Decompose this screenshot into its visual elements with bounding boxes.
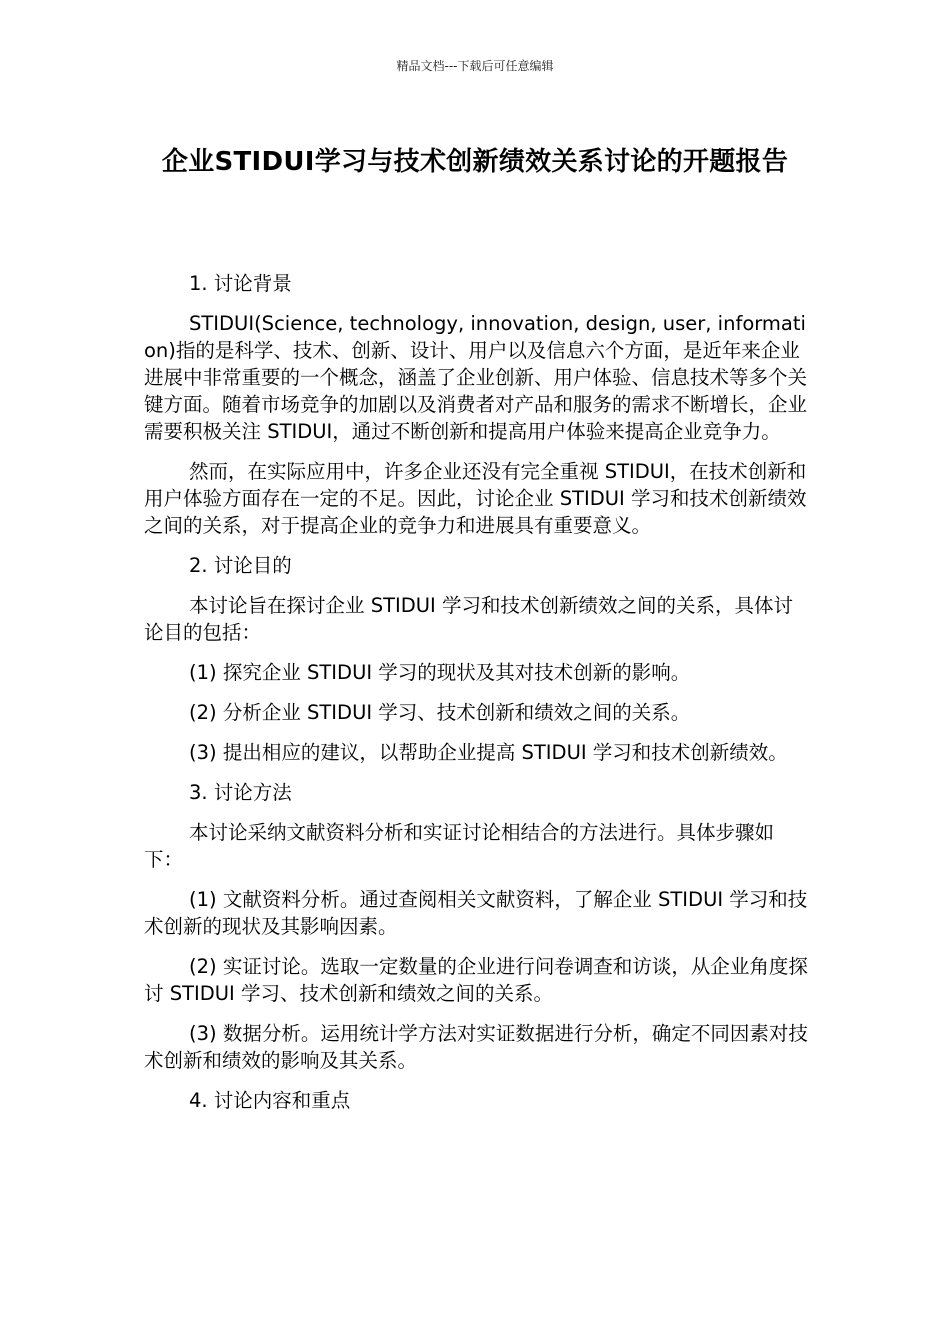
section-2-item-2: (2) 分析企业 STIDUI 学习、技术创新和绩效之间的关系。 — [189, 701, 691, 724]
section-1-paragraph-1: STIDUI(Science, technology, innovation, design, user, information)指的是科学、技术、创新、设计、用户以及信息六个方面，是近年来企业进展中非常重要的一个概念，涵盖了企业创新、用户体验、信息技术等多个关键方面。随着市场竞争的加剧以及消费者对产品和服务的需求不断增长，企业需要积极关注 STIDUI，通过不断创新和提高用户体验来提高企业竞争力。 — [144, 312, 808, 443]
section-3-item-2: (2) 实证讨论。选取一定数量的企业进行问卷调查和访谈，从企业角度探讨 STIDUI 学习、技术创新和绩效之间的关系。 — [144, 955, 808, 1005]
header-note: 精品文档---下载后可任意编辑 — [396, 59, 554, 73]
section-3-item-1: (1) 文献资料分析。通过查阅相关文献资料，了解企业 STIDUI 学习和技术创新的现状及其影响因素。 — [144, 888, 808, 938]
section-4-heading: 4. 讨论内容和重点 — [189, 1089, 351, 1112]
section-3-paragraph-1: 本讨论采纳文献资料分析和实证讨论相结合的方法进行。具体步骤如下： — [144, 821, 775, 871]
section-3-heading: 3. 讨论方法 — [189, 781, 292, 804]
document-body — [144, 270, 808, 1127]
section-1-paragraph-2: 然而，在实际应用中，许多企业还没有完全重视 STIDUI，在技术创新和用户体验方面存在一定的不足。因此，讨论企业 STIDUI 学习和技术创新绩效之间的关系，对于提高企业的竞争力和进展具有重要意义。 — [144, 460, 807, 537]
section-3-item-3: (3) 数据分析。运用统计学方法对实证数据进行分析，确定不同因素对技术创新和绩效的影响及其关系。 — [144, 1022, 808, 1072]
document-title: 企业STIDUI学习与技术创新绩效关系讨论的开题报告 — [161, 147, 789, 177]
section-1-heading: 1. 讨论背景 — [189, 272, 292, 295]
section-2-paragraph-1: 本讨论旨在探讨企业 STIDUI 学习和技术创新绩效之间的关系，具体讨论目的包括： — [144, 594, 793, 644]
section-2-item-3: (3) 提出相应的建议，以帮助企业提高 STIDUI 学习和技术创新绩效。 — [189, 741, 788, 764]
section-2-heading: 2. 讨论目的 — [189, 554, 292, 577]
section-2-item-1: (1) 探究企业 STIDUI 学习的现状及其对技术创新的影响。 — [189, 661, 691, 684]
